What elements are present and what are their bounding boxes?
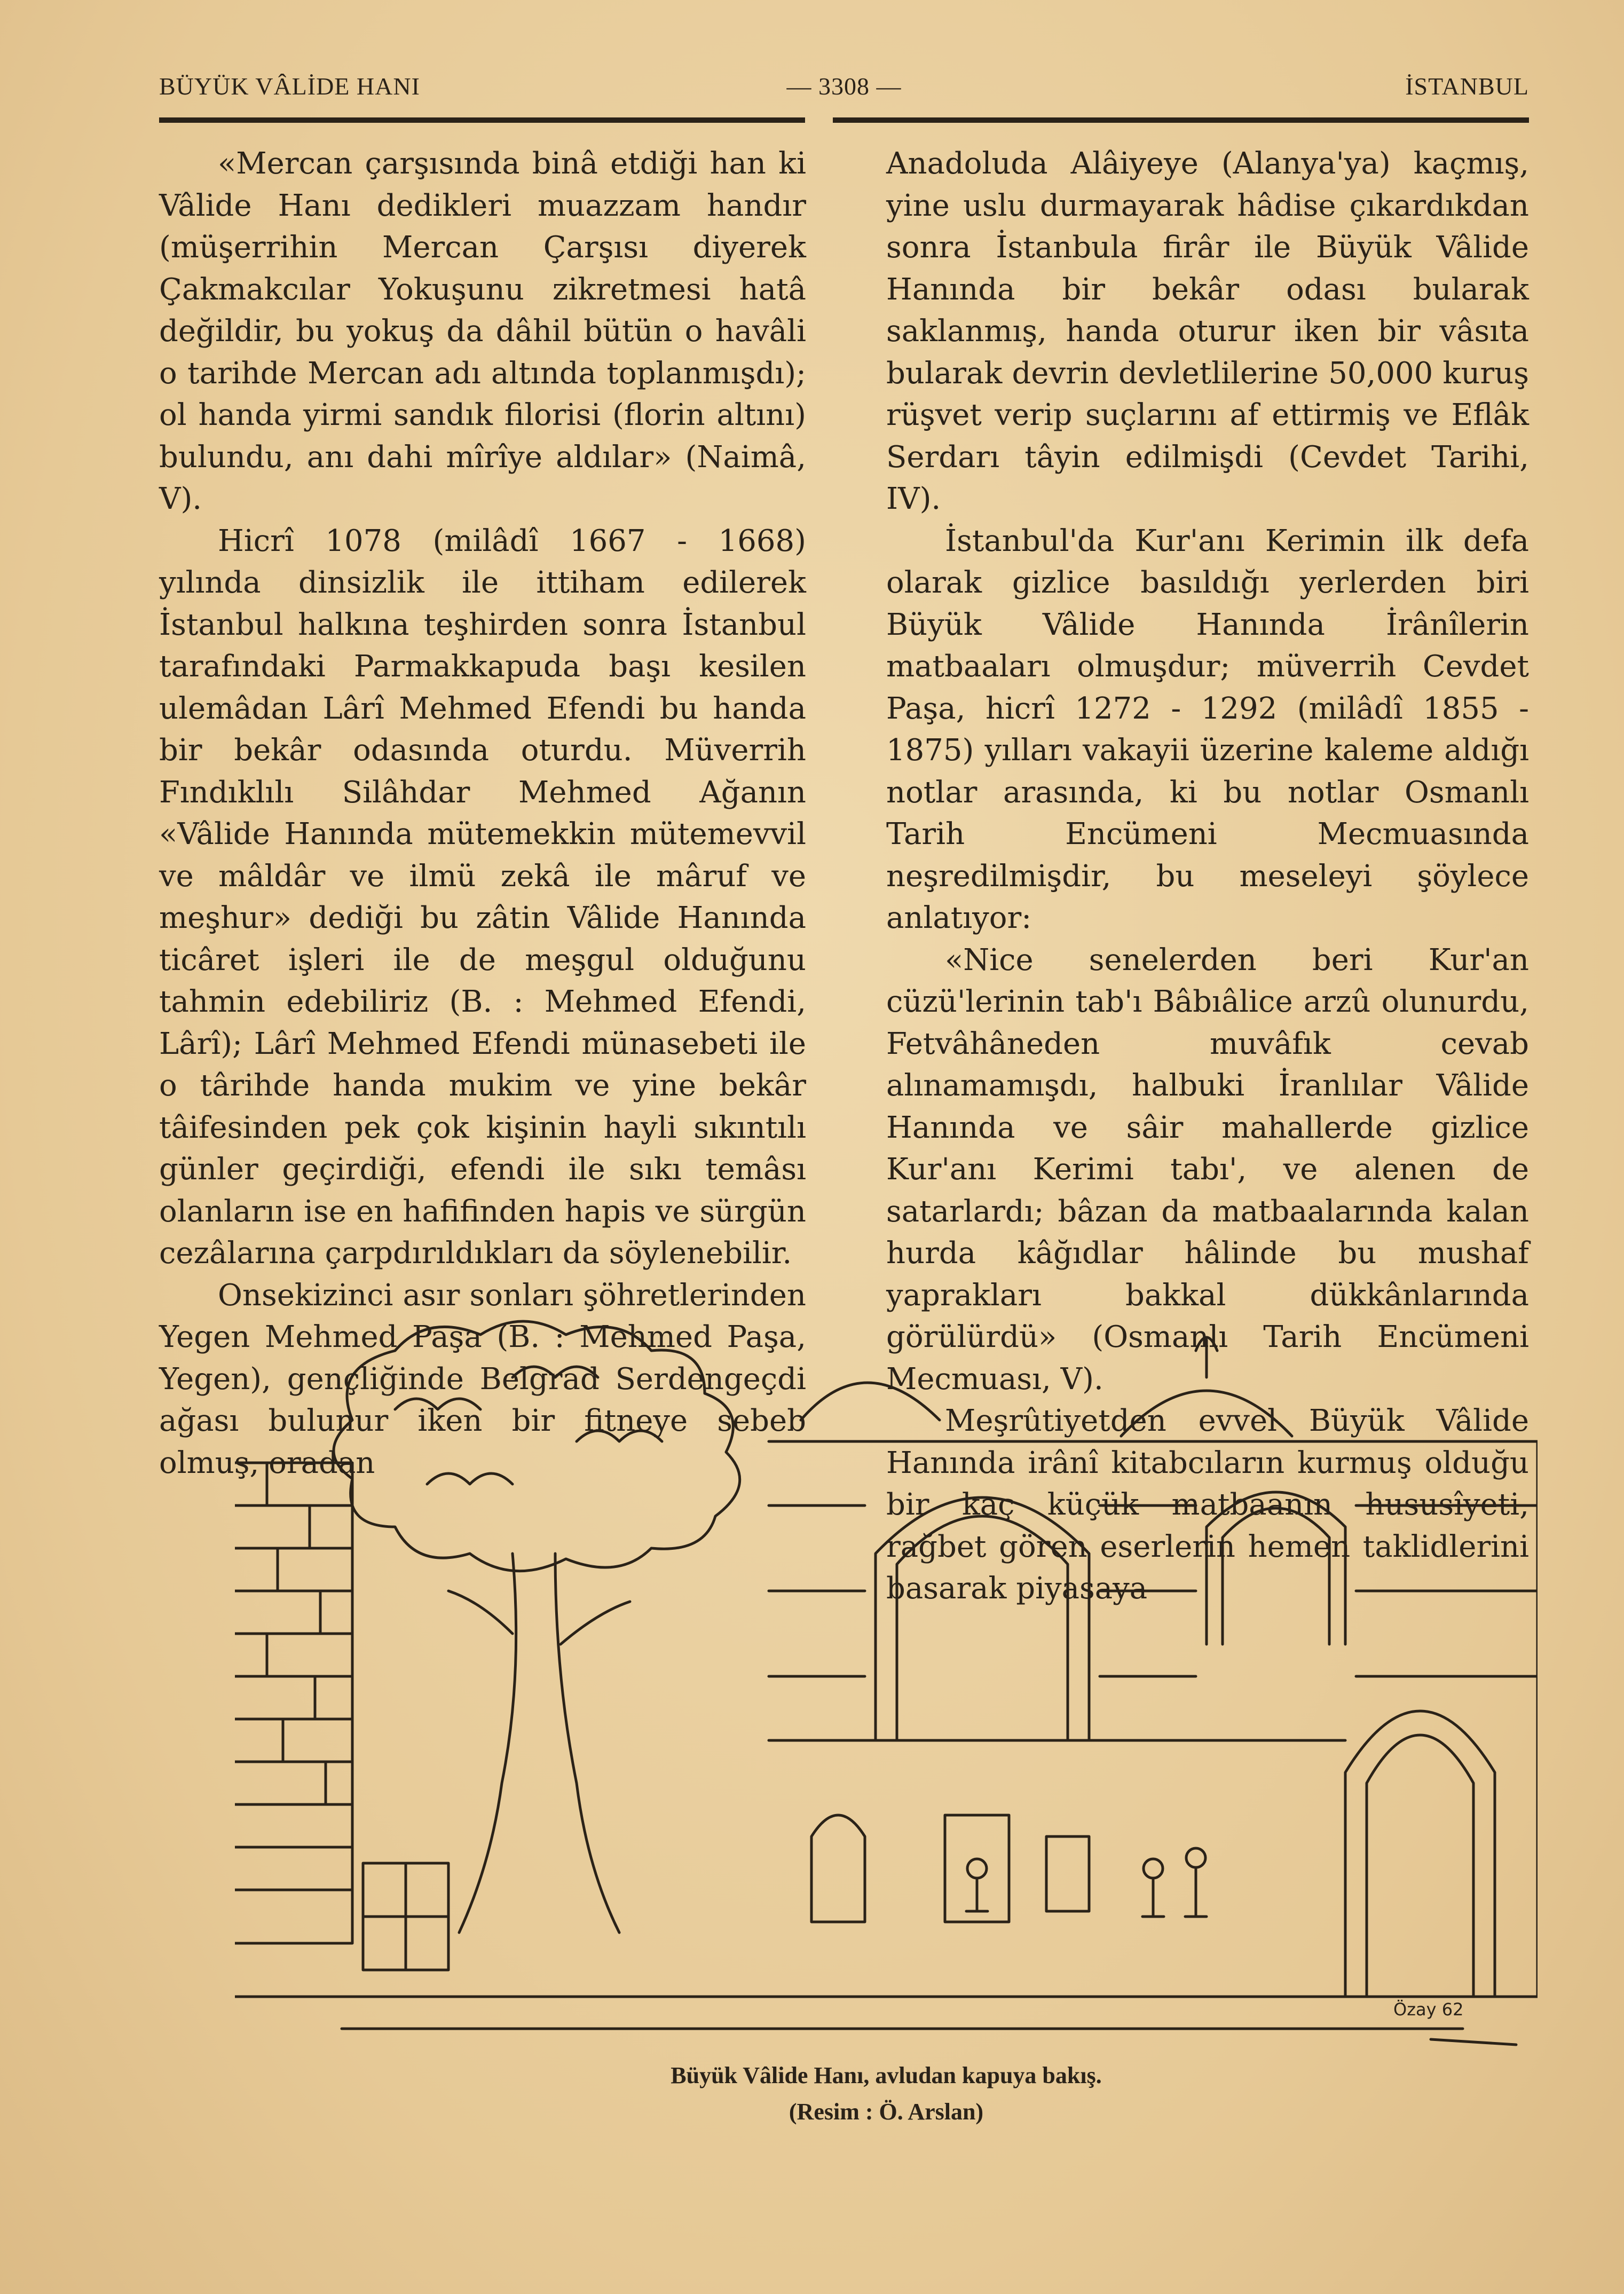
courtyard-illustration (235, 1303, 1538, 2087)
paragraph: Onsekizinci asır sonları şöhretlerinden Yegen Mehmed Paşa (B. : Mehmed Paşa, Yegen), gençliğinde Belgrad Serdengeçdi ağası bulunur iken bir fitneye sebeb olmuş, oradan (159, 1278, 806, 1480)
running-header (159, 72, 1529, 109)
header-rule-left (159, 117, 805, 123)
artist-signature: Özay 62 (1393, 1999, 1464, 2020)
paragraph: Meşrûtiyetden evvel Büyük Vâlide Hanında irânî kitabcıların kurmuş olduğu bir kaç küçük matbaanın hususîyeti, rağbet gören eserlerin hemen taklidlerini basarak piyasaya (886, 1404, 1529, 1606)
header-rule-right (833, 117, 1529, 123)
figure-credit: (Resim : Ö. Arslan) (789, 2099, 984, 2125)
paragraph: Hicrî 1078 (milâdî 1667 - 1668) yılında dinsizlik ile ittiham edilerek İstanbul halkına teşhirden sonra İstanbul tarafındaki Parmakkapuda başı kesilen ulemâdan Lârî Mehmed Efendi bu handa bir bekâr odasında oturdu. Müverrih Fındıklılı Silâhdar Mehmed Ağanın «Vâlide Hanında mütemekkin mütemevvil ve mâldâr ve ilmü zekâ ile mâruf ve meşhur» dediği bu zâtin Vâlide Hanında ticâret işleri ile de meşgul olduğunu tahmin edebiliriz (B. : Mehmed Efendi, Lârî); Lârî Mehmed Efendi münasebeti ile o târihde handa mukim ve yine bekâr tâifesinden pek çok kişinin hayli sıkıntılı günler geçirdiği, efendi ile sıkı temâsı olanların ise en hafifinden hapis ve sürgün cezâlarına çarpdırıldıkları da söylenebilir. (159, 523, 806, 1271)
header-volume-title: İSTANBUL (1405, 73, 1529, 100)
left-column (159, 143, 806, 1484)
figure-caption: Büyük Vâlide Hanı, avludan kapuya bakış. (671, 2062, 1102, 2088)
paragraph: «Nice senelerden beri Kur'an cüzü'lerinin tab'ı Bâbıâlice arzû olunurdu, Fetvâhâneden muvâfık cevab alınamamışdı, halbuki İranlılar Vâlide Hanında ve sâir mahallerde gizlice Kur'anı Kerimi tabı', ve alenen de satarlardı; bâzan da matbaalarında kalan hurda kâğıdlar hâlinde bu mushaf yaprakları bakkal dükkânlarında görülürdü» (Osmanlı Tarih Encümeni Mecmuası, V). (886, 942, 1529, 1397)
page-number: — 3308 — (786, 73, 902, 100)
paragraph: İstanbul'da Kur'anı Kerimin ilk defa olarak gizlice basıldığı yerlerden biri Büyük Vâlide Hanında İrânîlerin matbaaları olmuşdur; müverrih Cevdet Paşa, hicrî 1272 - 1292 (milâdî 1855 - 1875) yılları vakayii üzerine kaleme aldığı notlar arasında, ki bu notlar Osmanlı Tarih Encümeni Mecmuasında neşredilmişdir, bu meseleyi şöylece anlatıyor: (886, 523, 1529, 935)
paragraph: Anadoluda Alâiyeye (Alanya'ya) kaçmış, yine uslu durmayarak hâdise çıkardıkdan sonra İstanbula firâr ile Büyük Vâlide Hanında bir bekâr odası bularak saklanmış, handa oturur iken bir vâsıta bularak devrin devletlilerine 50,000 kuruş rüşvet verip suçlarını af ettirmiş ve Eflâk Serdarı tâyin edilmişdi (Cevdet Tarihi, IV). (886, 146, 1529, 516)
header-section-title: BÜYÜK VÂLİDE HANI (159, 73, 420, 100)
paragraph: «Mercan çarşısında binâ etdiği han ki Vâlide Hanı dedikleri muazzam handır (müşerrihin Mercan Çarşısı diyerek Çakmakcılar Yokuşunu zikretmesi hatâ değildir, bu yokuş da dâhil bütün o havâli o tarihde Mercan adı altında toplanmışdı); ol handa yirmi sandık filorisi (florin altını) bulundu, anı dahi mîrîye aldılar» (Naimâ, V). (159, 146, 806, 516)
